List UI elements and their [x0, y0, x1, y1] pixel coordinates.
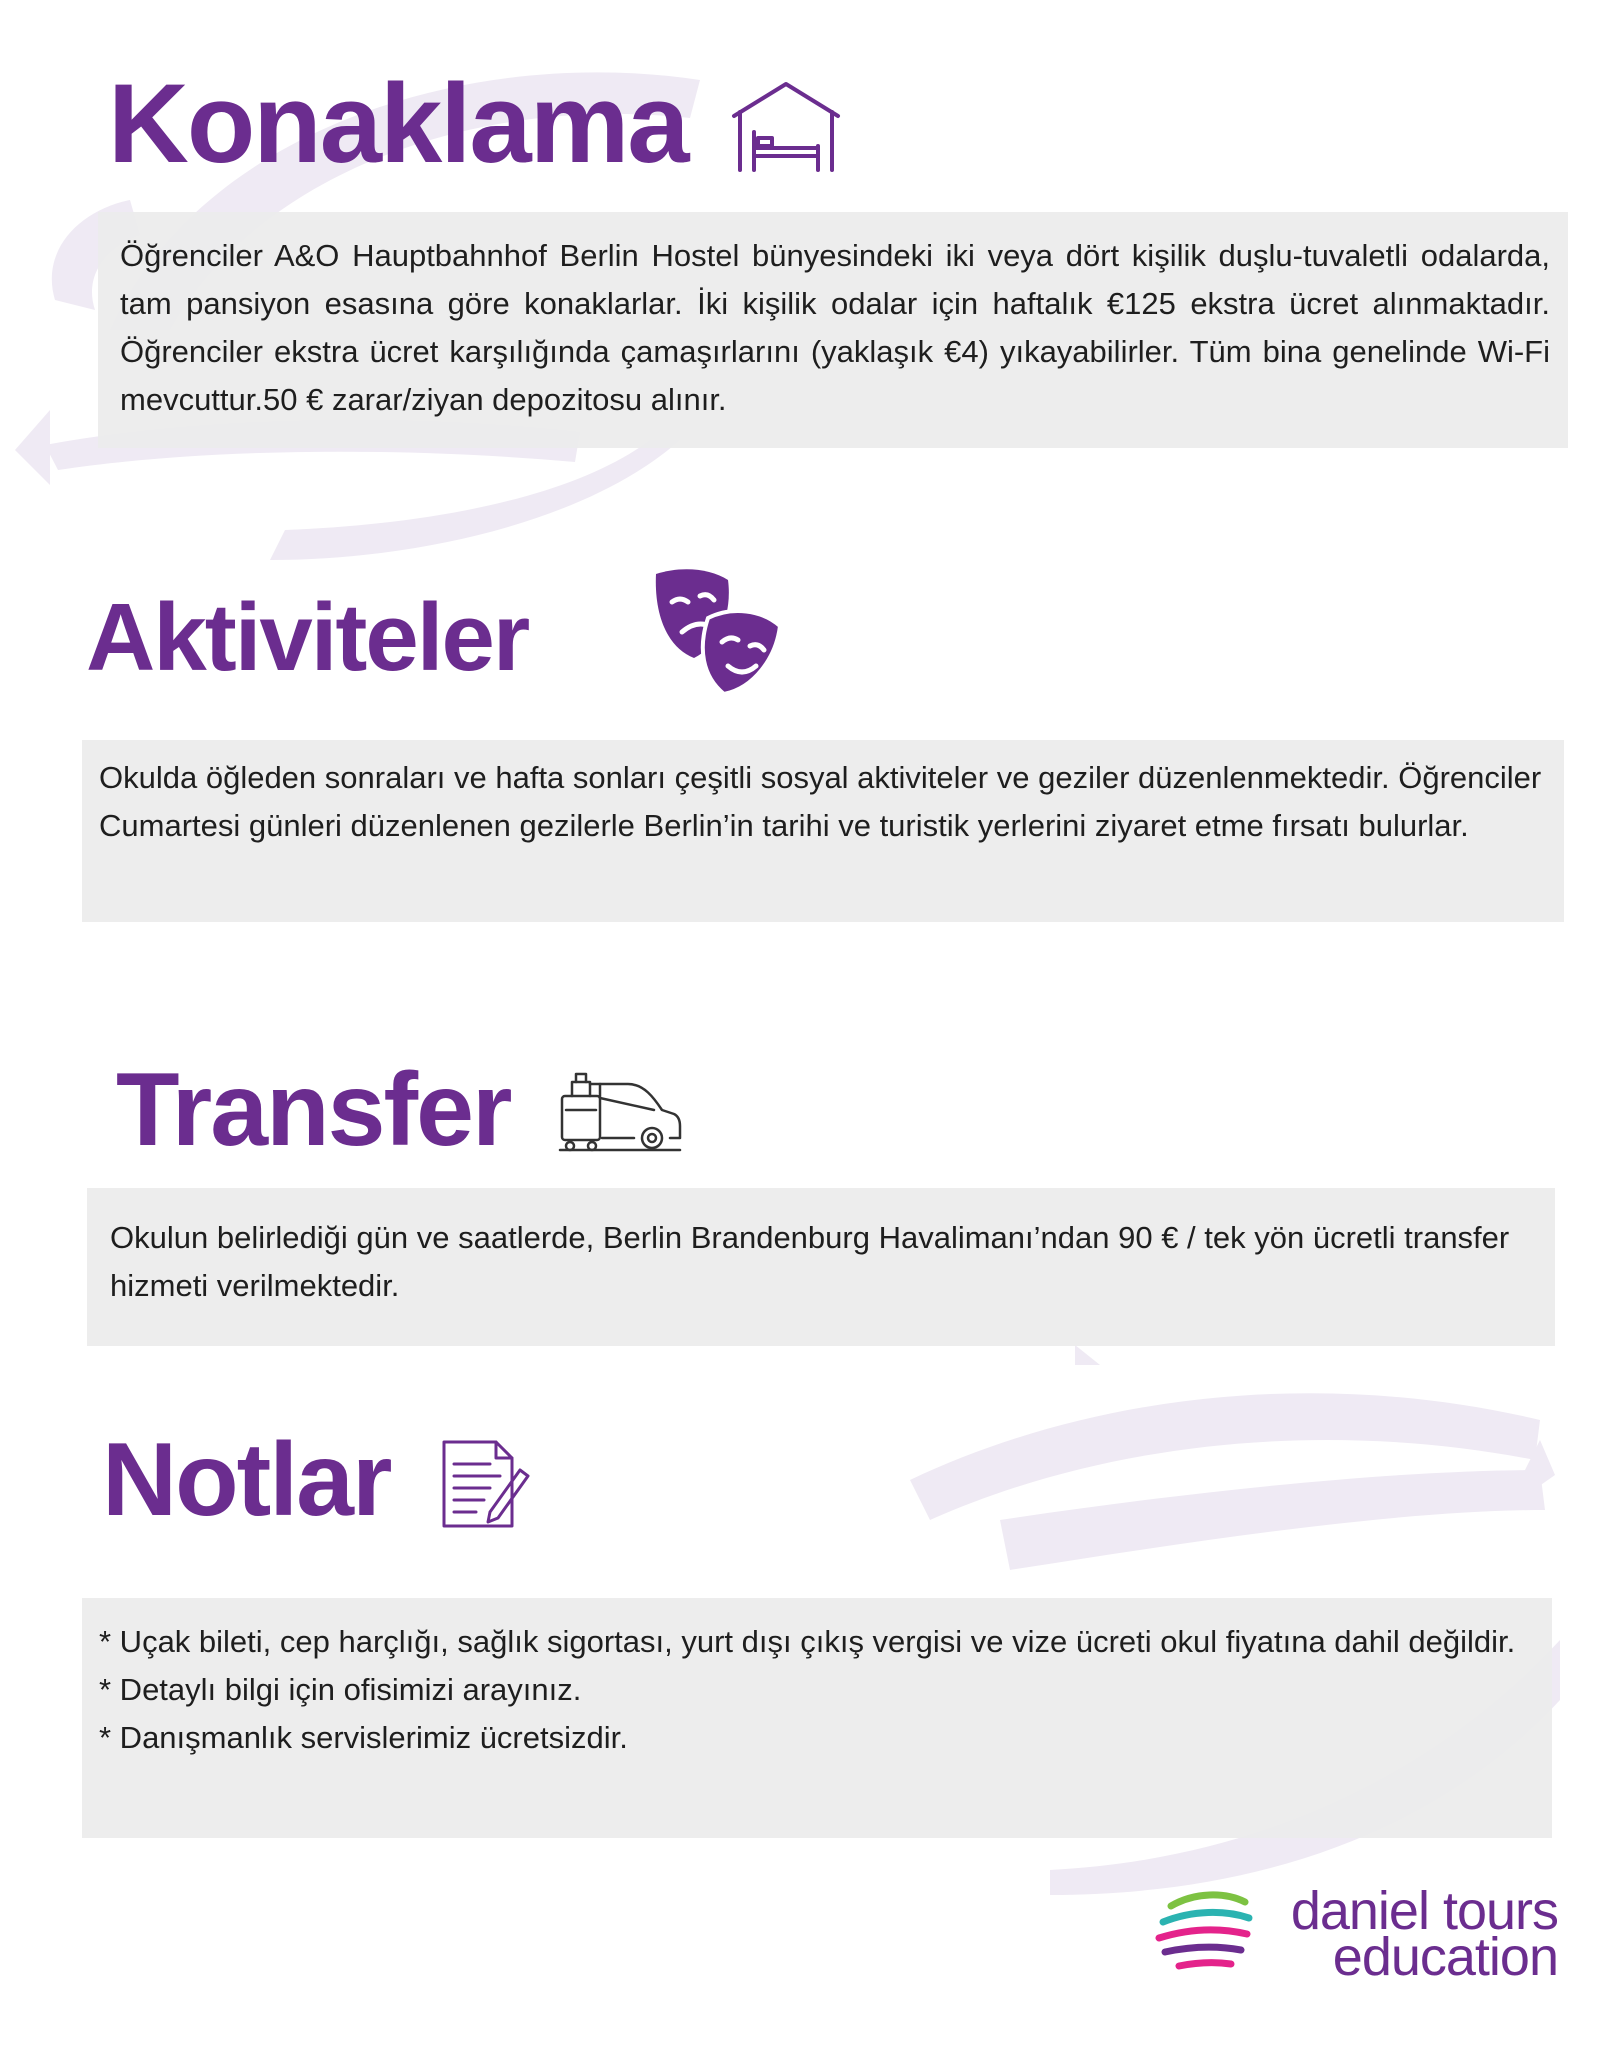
bed-house-icon — [730, 80, 842, 172]
brand-tagline: education — [1332, 1927, 1558, 1987]
transfer-text: Okulun belirlediği gün ve saatlerde, Berlin Brandenburg Havalimanı’ndan 90 € / tek yön ücretli transfer hizmeti verilmektedir. — [110, 1220, 1510, 1303]
car-luggage-icon — [558, 1070, 683, 1156]
notes-line: * Danışmanlık servislerimiz ücretsizdir. — [99, 1720, 628, 1755]
accommodation-text-box — [98, 212, 1568, 448]
transfer-text-box — [87, 1188, 1555, 1346]
theater-masks-icon — [650, 566, 785, 696]
notes-title: Notlar — [102, 1422, 391, 1538]
activities-text: Okulda öğleden sonraları ve hafta sonları çeşitli sosyal aktiviteler ve geziler düzenlenmektedir. Öğrenciler Cumartesi günleri düzenlenen gezilerle Berlin’in tarihi ve turistik yerlerini ziyaret etme fırsatı bulurlar. — [99, 760, 1542, 843]
activities-title: Aktiviteler — [86, 584, 529, 691]
transfer-title: Transfer — [116, 1052, 511, 1168]
accommodation-title: Konaklama — [108, 61, 688, 186]
notes-line: * Uçak bileti, cep harçlığı, sağlık sigortası, yurt dışı çıkış vergisi ve vize ücreti okul fiyatına dahil değildir. — [99, 1624, 1516, 1659]
accommodation-text: Öğrenciler A&O Hauptbahnhof Berlin Hostel bünyesindeki iki veya dört kişilik duşlu-tuvaletli odalarda, tam pansiyon esasına göre konaklarlar. İki kişilik odalar için haftalık €125 ekstra ücret alınmaktadır. Öğrenciler ekstra ücret karşılığında çamaşırlarını (yaklaşık €4) yıkayabilirler. Tüm bina genelinde Wi-Fi mevcuttur.50 € zarar/ziyan depozitosu alınır. — [120, 238, 1550, 417]
notes-text-box — [82, 1598, 1552, 1838]
globe-swirl-logo — [1155, 1888, 1255, 1976]
brand-name: daniel tours — [1290, 1881, 1558, 1941]
notes-line: * Detaylı bilgi için ofisimizi arayınız. — [99, 1672, 582, 1707]
document-pen-icon — [440, 1438, 532, 1530]
brand-logo-text — [1258, 1881, 1558, 1987]
activities-text-box — [82, 740, 1564, 922]
